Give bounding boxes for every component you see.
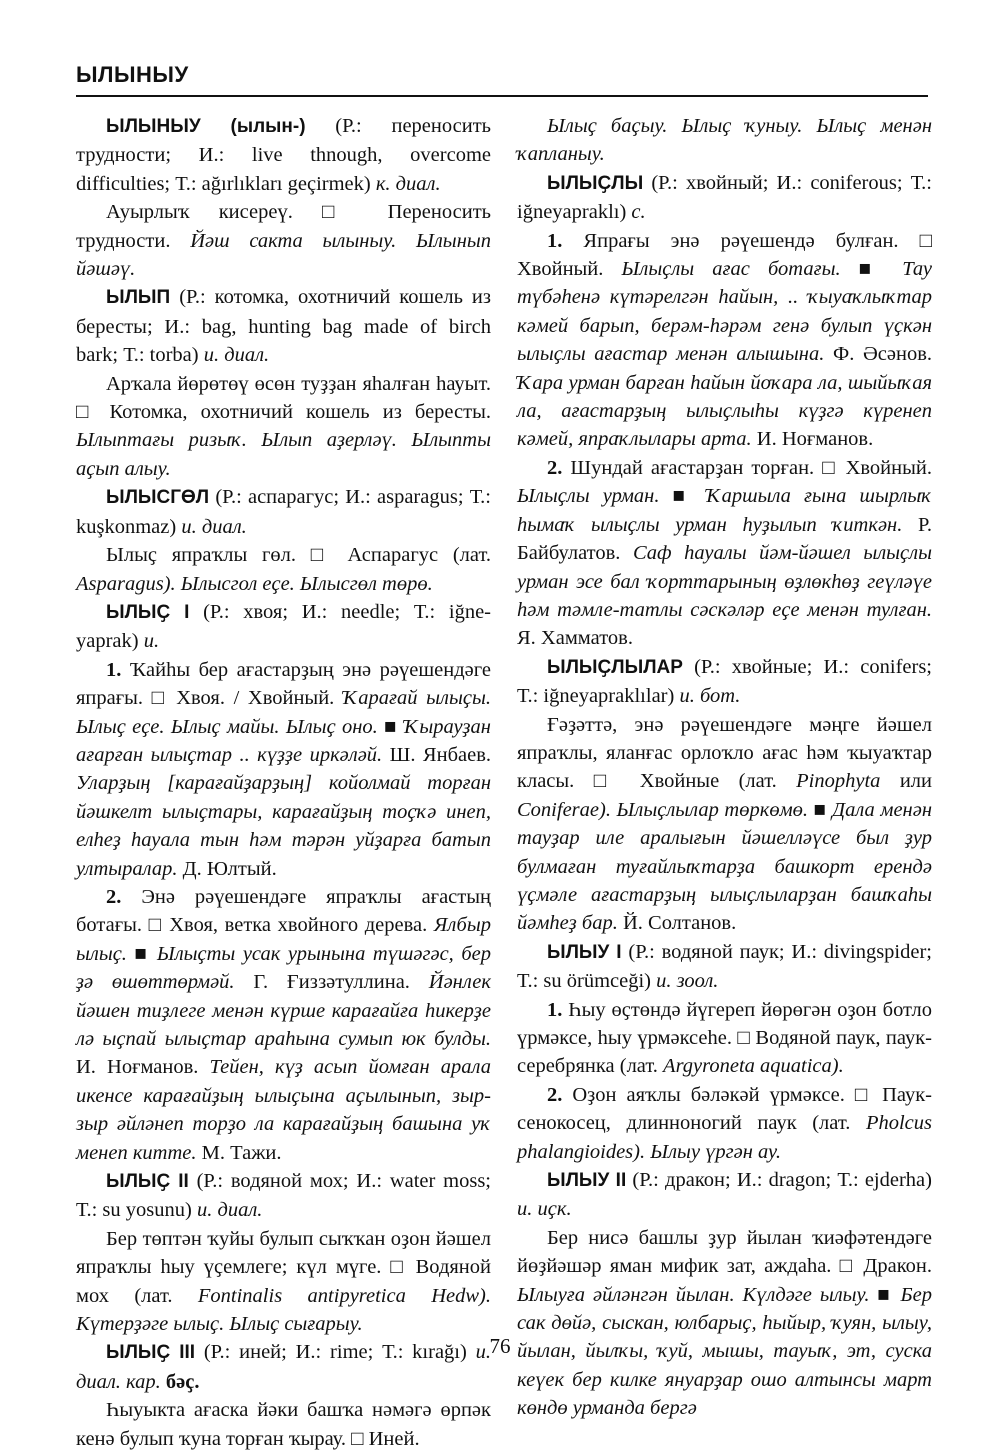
entry-translations: (Р.: хвойный; И.: coniferous; Т.: iğneyapraklı): [517, 171, 932, 224]
cross-reference: бәҫ.: [165, 1370, 200, 1393]
definition-text: или: [880, 770, 932, 793]
entry-ylyp: [76, 283, 491, 369]
header-rule: [76, 95, 928, 97]
headword: ЫЛЫНЫУ (ылын-): [106, 116, 306, 137]
quote-text: Уларҙың [карағайҙарҙың] койолмай торған йәшкелт ылыҫтары, карағайҙың тоҫҡә инеп, елһеҙ һауала тын һәм тәрән уйҙарға батып ултыралар.: [76, 772, 491, 880]
sense-number: 1.: [106, 658, 122, 681]
definition-text: Энә рәүешендәге япраҡлы ағастың ботағы. □ Хвоя, ветка хвойного дерева.: [76, 885, 491, 937]
entry-translations: (Р.: водяной мох; И.: water moss; Т.: su yosunu): [76, 1170, 492, 1222]
sense-number: 1.: [547, 229, 563, 252]
sense-number: 2.: [547, 456, 563, 479]
definition-text: Арҡала йөрөтөү өсөн туҙҙан яһалған һауыт. □ Котомка, охотничий кошель из бересты.: [76, 372, 491, 424]
entry-labels: и. диал.: [181, 515, 247, 538]
entry-translations: (Р.: водяной паук; И.: divingspider; Т.: su örümceği): [517, 940, 932, 993]
quote-author: Ш. Янбаев.: [382, 743, 492, 766]
sense-2: [76, 883, 491, 1167]
quote-marker: ■: [659, 485, 707, 508]
quote-marker: ■: [126, 942, 157, 965]
usage-examples: Coniferae). Ылыҫлылар төркөмө.: [517, 798, 809, 821]
quote-text: Ылыҫты усак урынына түшәгәс, бер ҙә өшөттөрмәй.: [76, 942, 491, 994]
quote-marker: ■: [840, 258, 903, 281]
latin-name: Pinophyta: [796, 770, 881, 793]
latin-name: Argyroneta aquatica).: [663, 1055, 844, 1078]
definition-text: Ылыҫ япраҡлы гөл. □ Аспарагус (лат.: [106, 544, 491, 567]
entry-labels: и. иҫк.: [517, 1198, 572, 1221]
definition-text: Ауырлыҡ кисереү. □ Переносить трудности.: [76, 201, 491, 252]
quote-author: Я. Хамматов.: [517, 627, 633, 650]
sense-number: 2.: [106, 885, 122, 908]
usage-examples: Йәш сакта ылыныу. Ылынып йәшәү.: [76, 229, 491, 281]
quote-text: Бер сак дөйә, сыскан, юлбарыҫ, һыйыр, ҡуян, ылыу, йылан, йылҡы, ҡуй, мышы, тауыҡ, эт, суска кеүек бер килке януарҙар ошо алтынсы март көндө урманда бергә: [517, 1283, 932, 1420]
sense-number: 2.: [547, 1083, 563, 1106]
headword: ЫЛЫҪ II: [106, 1171, 189, 1193]
quote-text: Ҡырауҙан ағарған ылыҫтар .. күҙҙе иркәләй.: [76, 715, 491, 766]
quote-author: Р. Байбулатов.: [517, 513, 932, 565]
usage-examples: Fontinalis antipyretica Hedw). Күтерҙәге ылыҫ. Ылыҫ сығарыу.: [76, 1284, 491, 1336]
quote-author: И. Ноғманов.: [76, 1056, 210, 1079]
entry-definition: [517, 711, 932, 938]
quote-marker: ■: [869, 1283, 901, 1306]
sense-2: [517, 454, 932, 653]
entry-definition: [76, 370, 491, 484]
entry-definition: [76, 541, 491, 598]
sense-2: [517, 1081, 932, 1166]
entry-ylys-1: [76, 598, 491, 656]
definition-text: Япрағы энә рәүешендә булған. □ Хвойный.: [517, 229, 932, 281]
definition-text: Бер төптән ҡуйы булып сыҡҡан оҙон йәшел япраҡлы һыу үҫемлеге; күл мүге. □ Водяной мох (лат.: [76, 1227, 491, 1307]
entry-labels: и. бот.: [679, 685, 741, 708]
usage-examples: Ылыҫлы ағас ботағы.: [621, 258, 841, 281]
headword: ЫЛЫУ I: [547, 941, 622, 963]
usage-examples: Ылыҫ баҫыу. Ылыҫ ҡуныу. Ылыҫ менән ҡапланыу.: [517, 115, 932, 166]
entry-ylys-2: [76, 1167, 491, 1225]
quote-author: Д. Юлтый.: [177, 857, 277, 880]
headword: ЫЛЫП: [106, 287, 171, 309]
entry-labels: и. диал. кар.: [76, 1341, 491, 1393]
headword: ЫЛЫУ II: [547, 1170, 627, 1192]
page-number: 76: [489, 1334, 511, 1358]
entry-ylyu-2: [517, 1166, 932, 1224]
usage-examples: Ылыҫлы урман.: [517, 485, 660, 508]
usage-examples: Ялбыр ылыҫ.: [76, 914, 491, 965]
quote-author: М. Тажи.: [196, 1141, 282, 1164]
definition-text: Һыу өҫтөндә йүгереп йөрөгән оҙон ботло үрмәксе, һыу үрмәксеһе. □ Водяной паук, паук-серебрянка (лат.: [517, 998, 932, 1078]
headword: ЫЛЫСГӨЛ: [106, 487, 210, 509]
definition-text: Һыуыкта ағаска йәки башҡа нәмәгә өрпәк кенә булып ҡуна торған ҡырау. □ Иней.: [76, 1399, 491, 1450]
entry-translations: (Р.: переносить трудности; И.: live thnough, overcome difficulties; Т.: ağırlıkları geçirmek): [76, 115, 492, 195]
entry-labels: с.: [631, 201, 646, 224]
sense-1: [517, 996, 932, 1081]
entry-continuation: [517, 112, 932, 169]
entry-labels: и. диал.: [196, 1199, 263, 1222]
definition-text: Бер нисә башлы ҙур йылан ҡиәфәтендәге йөҙйәшәр яман мифик зат, аждаһа. □ Дракон.: [517, 1226, 932, 1278]
entry-labels: и. зоол.: [656, 970, 719, 993]
usage-examples: Asparagus). Ылыcгол еҫе. Ылысгөл төрө.: [76, 572, 433, 595]
entry-ylyu-1: [517, 938, 932, 996]
entry-translations: (Р.: котомка, охотничий кошель из бересты; И.: bag, hunting bag made of birch bark; Т.: torba): [76, 286, 491, 367]
quote-text: Саф һауалы йәм-йәшел ылыҫлы урман эсе бал ҡорттарының өҙлөкһөҙ геүләүе һәм тәмле-татлы сәскәләр еҫе менән тулған.: [517, 542, 932, 621]
entry-ylynyu: [76, 112, 491, 198]
entry-ylysgol: [76, 483, 491, 541]
entry-labels: и.: [143, 630, 160, 653]
quote-text: Ҡаршыла ғына шырлыҡ һымаҡ ылыҫлы урман һуҙылып ҡиткән.: [517, 485, 932, 536]
entry-definition: [76, 1396, 491, 1453]
entry-translations: (Р.: иней; И.: rime; Т.: kırağı): [195, 1341, 476, 1364]
definition-text: Оҙон аяҡлы бәләкәй үрмәксе. □ Паук-сенокосец, длинноногий паук (лат.: [517, 1083, 932, 1135]
entry-definition: [76, 198, 491, 283]
right-column: [517, 112, 932, 1423]
sense-number: 1.: [547, 998, 563, 1021]
quote-marker: ■: [808, 798, 833, 821]
entry-definition: [517, 1224, 932, 1423]
quote-text: Тейен, күҙ асып йомған арала икенсе карағайҙың ылыҫына аҫылынып, зыр-зыр әйләнеп торҙо ла карағайҙың башына уҡ менеп китте.: [76, 1056, 491, 1164]
quote-text: Дала менән тауҙар иле аралығын йәшелләүсе был ҙур булмаған туғайлыҡтарҙа башкорт ерендә үҫмәле ағастарҙың ылыҫлыларҙан башҡаһы йәмһеҙ бар.: [517, 798, 932, 935]
definition-text: Шундай ағастарҙан торған. □ Хвойный.: [562, 456, 932, 479]
entry-translations: (Р.: хвоя; И.: needle; Т.: iğne-yaprak): [76, 600, 492, 653]
quote-text: Йәнлек йәшен тиҙлеге менән күрше карағайға һикерҙе лә ыҫпай ылыҫтар араһына сумып юк булды.: [76, 971, 491, 1050]
quote-author: И. Ноғманов.: [751, 428, 874, 451]
sense-1: [517, 227, 932, 454]
usage-examples: Ҡарағай ылыҫы. Ылыҫ еҫе. Ылыҫ майы. Ылыҫ оно.: [76, 687, 491, 738]
definition-text: Ҡайһы бер ағастарҙың энә рәүешендәге япрағы. □ Хвоя. / Хвойный.: [76, 658, 491, 710]
quote-author: Ф. Әсәнов.: [824, 343, 932, 366]
headword: ЫЛЫҪЛЫ: [547, 172, 644, 194]
headword: ЫЛЫҪЛЫЛАР: [547, 656, 683, 678]
usage-examples: Pholcus phalangioides). Ылыу үргән ау.: [517, 1112, 932, 1163]
quote-text: Ҡара урман барған һайын йоҡара ла, шыйыҡая ла, ағастарҙың ылыҫлыһы күҙгә күренеп кәмей, япраҡлылары арта.: [517, 371, 932, 451]
sense-1: [76, 656, 491, 883]
entry-labels: и. диал.: [203, 344, 270, 367]
running-head: ЫЛЫНЫУ: [76, 62, 189, 87]
entry-ylyslylar: [517, 653, 932, 711]
definition-text: Ғәҙәттә, энә рәүешендәге мәңге йәшел япраҡлы, яланғас орлоҡло ағас һәм ҡыуаҡтар класы. □ Хвойные (лат.: [517, 713, 932, 793]
entry-translations: (Р.: хвойные; И.: conifers; Т.: iğneyapraklılar): [517, 655, 932, 708]
left-column: [76, 112, 491, 1453]
entry-definition: [76, 1225, 491, 1339]
usage-examples: Ылыуға әйләнгән йылан. Күлдәге ылыу.: [517, 1283, 870, 1306]
entry-translations: (Р.: дракон; И.: dragon; Т.: ejderha): [626, 1169, 932, 1192]
entry-ylysly: [517, 169, 932, 227]
quote-author: Г. Ғиззәтуллина.: [234, 971, 429, 994]
quote-text: Тау түбәһенә күтәрелгән һайын, .. ҡыуаҡлыҡтар кәмей барып, берәм-һәрәм генә булып үҫкән ылыҫлы ағастар менән алышына.: [517, 258, 932, 366]
entry-translations: (Р.: аспарагус; И.: asparagus; Т.: kuşkonmaz): [76, 486, 491, 538]
quote-marker: ■: [377, 715, 404, 738]
usage-examples: Ылыптағы ризыҡ. Ылып аҙерләү. Ылыпты аҫып алыу.: [76, 429, 491, 480]
headword: ЫЛЫҪ I: [106, 601, 190, 623]
headword: ЫЛЫҪ III: [106, 1342, 196, 1364]
quote-author: Й. Солтанов.: [617, 912, 737, 935]
entry-labels: к. диал.: [375, 172, 441, 195]
